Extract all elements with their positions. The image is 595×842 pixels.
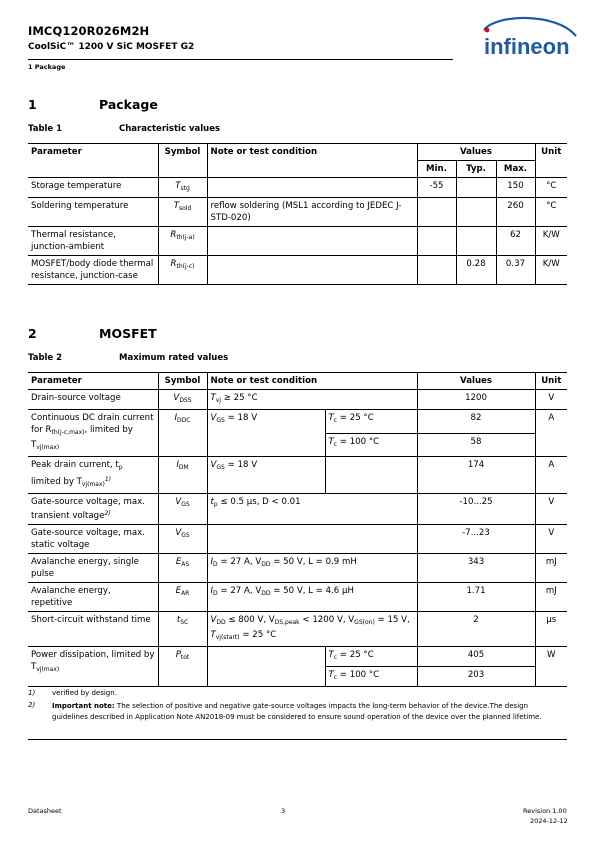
cell-unit: K/W bbox=[535, 256, 567, 285]
cell-symbol: $V_{GS}$ bbox=[158, 494, 207, 525]
cell-note: $V_{GS} = 18$ V bbox=[207, 410, 325, 457]
th-parameter: Parameter bbox=[28, 144, 158, 178]
section-1-title: Package bbox=[99, 97, 158, 112]
table-row bbox=[28, 612, 567, 647]
cell-unit: A bbox=[535, 410, 567, 457]
cell-note bbox=[207, 227, 417, 256]
cell-note: $t_p \le 0.5$ µs, D < 0.01 bbox=[207, 494, 417, 525]
cell-value: 174 bbox=[417, 457, 535, 494]
th-min: Min. bbox=[417, 161, 456, 178]
table-row bbox=[28, 227, 567, 256]
cell-unit: W bbox=[535, 647, 567, 687]
cell-value: 343 bbox=[417, 554, 535, 583]
th-unit: Unit bbox=[535, 144, 567, 178]
cell-note: $T_{vj} \ge 25$ °C bbox=[207, 390, 417, 410]
th-note: Note or test condition bbox=[207, 373, 417, 390]
cell-symbol: $I_{DM}$ bbox=[158, 457, 207, 494]
table-row bbox=[28, 256, 567, 285]
cell-typ: 0.28 bbox=[456, 256, 496, 285]
th-typ: Typ. bbox=[456, 161, 496, 178]
part-number: IMCQ120R026M2H bbox=[28, 24, 150, 38]
cell-note: reflow soldering (MSL1 according to JEDEC J-STD-020) bbox=[207, 198, 417, 227]
cell-symbol: $V_{DSS}$ bbox=[158, 390, 207, 410]
cell-condition: $T_c = 100$ °C bbox=[325, 433, 417, 457]
cell-parameter: MOSFET/body diode thermal resistance, junction-case bbox=[28, 256, 158, 285]
cell-symbol: $T_{sold}$ bbox=[158, 198, 207, 227]
cell-parameter: Drain-source voltage bbox=[28, 390, 158, 410]
cell-parameter: Thermal resistance, junction-ambient bbox=[28, 227, 158, 256]
table-row bbox=[28, 390, 567, 410]
table-row bbox=[28, 525, 567, 554]
cell-parameter: Gate-source voltage, max. transient voltage$^{2)}$ bbox=[28, 494, 158, 525]
footer-page-number: 3 bbox=[281, 807, 286, 815]
cell-condition bbox=[325, 457, 417, 494]
cell-symbol: $I_{DDC}$ bbox=[158, 410, 207, 457]
cell-symbol: $E_{AR}$ bbox=[158, 583, 207, 612]
cell-parameter: Soldering temperature bbox=[28, 198, 158, 227]
cell-parameter: Avalanche energy, repetitive bbox=[28, 583, 158, 612]
cell-parameter: Storage temperature bbox=[28, 178, 158, 198]
cell-parameter: Gate-source voltage, max. static voltage bbox=[28, 525, 158, 554]
cell-condition: $T_c = 25$ °C bbox=[325, 647, 417, 667]
th-symbol: Symbol bbox=[158, 373, 207, 390]
characteristic-values-table bbox=[28, 143, 567, 285]
footer-revision: Revision 1.00 bbox=[523, 807, 567, 815]
cell-note: $I_D = 27$ A, $V_{DD} = 50$ V, L = 4.6 µH bbox=[207, 583, 417, 612]
cell-unit: V bbox=[535, 494, 567, 525]
cell-unit: K/W bbox=[535, 227, 567, 256]
footer-doc-type: Datasheet bbox=[28, 807, 62, 815]
cell-unit: mJ bbox=[535, 554, 567, 583]
cell-value: 203 bbox=[417, 667, 535, 687]
cell-typ bbox=[456, 178, 496, 198]
footnote-rule bbox=[28, 739, 567, 740]
table-row bbox=[28, 178, 567, 198]
cell-note bbox=[207, 178, 417, 198]
footnote-2-mark: 2) bbox=[28, 701, 36, 709]
table-row bbox=[28, 583, 567, 612]
footnote-1-mark: 1) bbox=[28, 689, 36, 697]
table-row bbox=[28, 410, 567, 434]
table-2-title: Maximum rated values bbox=[119, 353, 229, 363]
table-1-number: Table 1 bbox=[28, 124, 63, 134]
footnote-2-text: Important note: The selection of positive and negative gate-source voltages impacts the long-term behavior of the device.The design guidelines described in Application Note AN2018-09 must be considered to ensure sound operation of the device over the planned lifetime. bbox=[52, 702, 542, 721]
cell-symbol: $T_{stg}$ bbox=[158, 178, 207, 198]
cell-note: $V_{DD} \le 800$ V, $V_{DS,peak} < 1200$ V, $V_{GS(on)} = 15$ V, $T_{vj(start)} = 25$ °C bbox=[207, 612, 417, 647]
cell-parameter: Peak drain current, $t_p$ limited by $T_{vj(max)}^{1)}$ bbox=[28, 457, 158, 494]
cell-parameter: Power dissipation, limited by $T_{vj(max)}$ bbox=[28, 647, 158, 687]
logo-dot bbox=[485, 28, 490, 33]
cell-parameter: Short-circuit withstand time bbox=[28, 612, 158, 647]
cell-condition: $T_c = 25$ °C bbox=[325, 410, 417, 434]
cell-typ bbox=[456, 198, 496, 227]
th-symbol: Symbol bbox=[158, 144, 207, 178]
cell-value: -7...23 bbox=[417, 525, 535, 554]
cell-parameter: Continuous DC drain current for $R_{th(j-c,max)}$, limited by $T_{vj(max)}$ bbox=[28, 410, 158, 457]
cell-max: 0.37 bbox=[496, 256, 535, 285]
footer-date: 2024-12-12 bbox=[530, 817, 568, 825]
cell-symbol: $P_{tot}$ bbox=[158, 647, 207, 687]
cell-typ bbox=[456, 227, 496, 256]
cell-condition: $T_c = 100$ °C bbox=[325, 667, 417, 687]
table-row bbox=[28, 647, 567, 667]
cell-min bbox=[417, 256, 456, 285]
cell-note bbox=[207, 256, 417, 285]
cell-note bbox=[207, 525, 417, 554]
table-row bbox=[28, 457, 567, 494]
table-1-title: Characteristic values bbox=[119, 124, 221, 134]
cell-symbol: $R_{th(j-c)}$ bbox=[158, 256, 207, 285]
th-max: Max. bbox=[496, 161, 535, 178]
cell-unit: °C bbox=[535, 178, 567, 198]
cell-value: 82 bbox=[417, 410, 535, 434]
th-values: Values bbox=[417, 373, 535, 390]
cell-unit: mJ bbox=[535, 583, 567, 612]
infineon-logo bbox=[476, 16, 580, 62]
product-line: CoolSiC™ 1200 V SiC MOSFET G2 bbox=[28, 42, 195, 52]
th-values: Values bbox=[417, 144, 535, 161]
breadcrumb: 1 Package bbox=[28, 63, 66, 71]
cell-min: -55 bbox=[417, 178, 456, 198]
cell-unit: °C bbox=[535, 198, 567, 227]
header-rule bbox=[28, 59, 453, 60]
cell-note bbox=[207, 647, 325, 687]
table-row bbox=[28, 554, 567, 583]
th-parameter: Parameter bbox=[28, 373, 158, 390]
section-2-number: 2 bbox=[28, 326, 37, 341]
cell-value: -10...25 bbox=[417, 494, 535, 525]
th-note: Note or test condition bbox=[207, 144, 417, 178]
table-row bbox=[28, 494, 567, 525]
cell-unit: V bbox=[535, 525, 567, 554]
cell-symbol: $V_{GS}$ bbox=[158, 525, 207, 554]
cell-unit: µs bbox=[535, 612, 567, 647]
cell-max: 62 bbox=[496, 227, 535, 256]
cell-note: $V_{GS} = 18$ V bbox=[207, 457, 325, 494]
cell-value: 1.71 bbox=[417, 583, 535, 612]
cell-value: 1200 bbox=[417, 390, 535, 410]
cell-symbol: $E_{AS}$ bbox=[158, 554, 207, 583]
cell-min bbox=[417, 198, 456, 227]
cell-unit: A bbox=[535, 457, 567, 494]
table-row bbox=[28, 198, 567, 227]
cell-value: 2 bbox=[417, 612, 535, 647]
table-2-number: Table 2 bbox=[28, 353, 63, 363]
logo-text: infineon bbox=[484, 34, 570, 59]
cell-min bbox=[417, 227, 456, 256]
cell-value: 405 bbox=[417, 647, 535, 667]
cell-value: 58 bbox=[417, 433, 535, 457]
section-2-title: MOSFET bbox=[99, 326, 157, 341]
th-unit: Unit bbox=[535, 373, 567, 390]
cell-parameter: Avalanche energy, single pulse bbox=[28, 554, 158, 583]
cell-symbol: $R_{th(j-a)}$ bbox=[158, 227, 207, 256]
cell-max: 260 bbox=[496, 198, 535, 227]
cell-max: 150 bbox=[496, 178, 535, 198]
cell-symbol: $t_{SC}$ bbox=[158, 612, 207, 647]
cell-note: $I_D = 27$ A, $V_{DD} = 50$ V, L = 0.9 mH bbox=[207, 554, 417, 583]
section-1-number: 1 bbox=[28, 97, 37, 112]
footnote-1-text: verified by design. bbox=[52, 689, 117, 697]
cell-unit: V bbox=[535, 390, 567, 410]
maximum-rated-values-table bbox=[28, 372, 567, 687]
